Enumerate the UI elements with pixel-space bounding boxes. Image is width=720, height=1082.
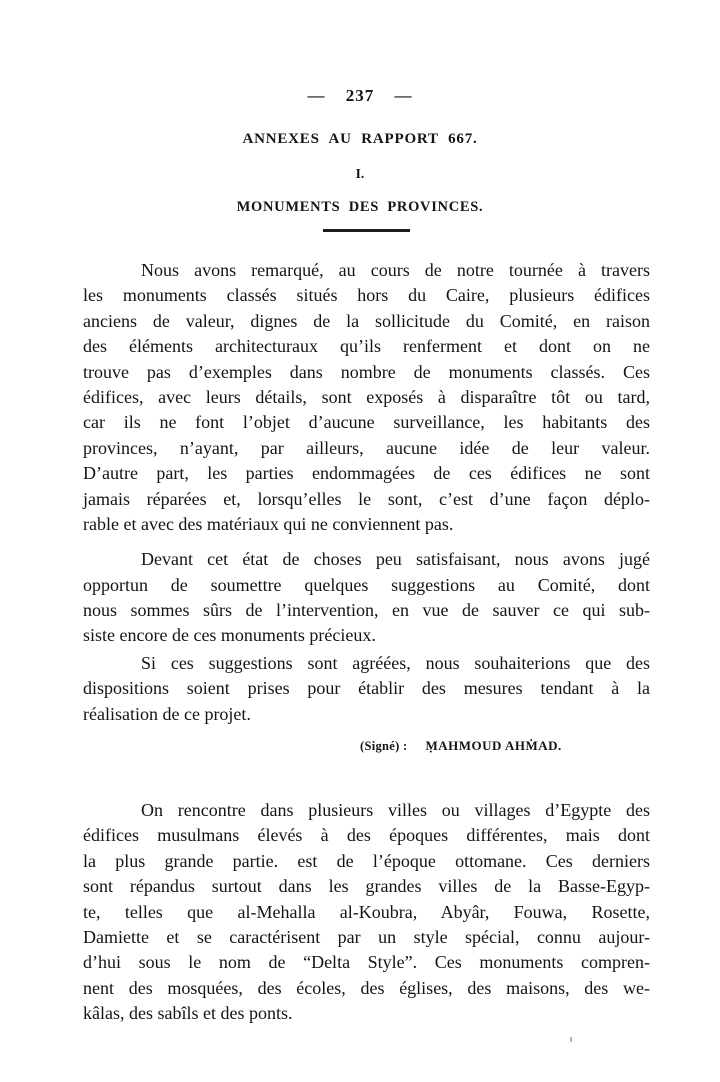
text-line: kâlas, des sabîls et des ponts. bbox=[83, 1003, 293, 1024]
text-line: édifices musulmans élevés à des époques différentes, mais dont bbox=[83, 825, 650, 846]
paragraph-3 bbox=[83, 651, 650, 727]
text-line: nous sommes sûrs de l’intervention, en vue de sauver ce qui sub- bbox=[83, 600, 650, 621]
paragraph-1 bbox=[83, 258, 650, 537]
signature-name: ṂAHMOUD AHṀAD. bbox=[425, 738, 562, 754]
text-line: les monuments classés situés hors du Caire, plusieurs édifices bbox=[83, 285, 650, 306]
text-line: opportun de soumettre quelques suggestions au Comité, dont bbox=[83, 574, 650, 595]
text-line: Devant cet état de choses peu satisfaisant, nous avons jugé bbox=[141, 549, 650, 570]
heading-annexes: ANNEXES AU RAPPORT 667. bbox=[242, 131, 478, 147]
text-line: siste encore de ces monuments précieux. bbox=[83, 625, 376, 646]
paragraph-2 bbox=[83, 547, 650, 649]
signature-line bbox=[83, 736, 650, 752]
text-line: te, telles que al-Mehalla al-Koubra, Abyâr, Fouwa, Rosette, bbox=[83, 901, 650, 922]
section-divider-rule bbox=[323, 229, 410, 232]
text-line: D’autre part, les parties endommagées de ces édifices ne sont bbox=[83, 463, 650, 484]
text-column bbox=[83, 258, 650, 1027]
text-line: dispositions soient prises pour établir des mesures tendant à la bbox=[83, 678, 650, 699]
text-line: rable et avec des matériaux qui ne conviennent pas. bbox=[83, 513, 454, 534]
text-line: sont répandus surtout dans les grandes villes de la Basse-Egyp- bbox=[83, 876, 650, 897]
text-line: trouve pas d’exemples dans nombre de monuments classés. Ces bbox=[83, 361, 650, 382]
text-line: des éléments architecturaux qu’ils renferment et dont on ne bbox=[83, 336, 650, 357]
text-line: jamais réparées et, lorsqu’elles le sont, c’est d’une façon déplo- bbox=[83, 488, 650, 509]
text-line: anciens de valeur, dignes de la sollicitude du Comité, en raison bbox=[83, 310, 650, 331]
signature-label: (Signé) : bbox=[360, 739, 408, 754]
text-line: la plus grande partie. est de l’époque ottomane. Ces derniers bbox=[83, 850, 650, 871]
text-line: provinces, n’ayant, par ailleurs, aucune idée de leur valeur. bbox=[83, 437, 650, 458]
text-line: réalisation de ce projet. bbox=[83, 703, 251, 724]
text-line: car ils ne font l’objet d’aucune surveillance, les habitants des bbox=[83, 412, 650, 433]
scan-speck bbox=[570, 1037, 572, 1042]
text-line: d’hui sous le nom de “Delta Style”. Ces monuments compren- bbox=[83, 952, 650, 973]
text-line: édifices, avec leurs détails, sont exposés à disparaître tôt ou tard, bbox=[83, 386, 650, 407]
paragraph-4 bbox=[83, 798, 650, 1027]
text-line: On rencontre dans plusieurs villes ou villages d’Egypte des bbox=[141, 800, 650, 821]
section-numeral: I. bbox=[355, 166, 365, 181]
text-line: Damiette et se caractérisent par un style spécial, connu aujour- bbox=[83, 926, 650, 947]
text-line: nent des mosquées, des écoles, des églises, des maisons, des we- bbox=[83, 977, 650, 998]
text-line: Si ces suggestions sont agréées, nous souhaiterions que des bbox=[141, 652, 650, 673]
page-number: — 237 — bbox=[307, 86, 413, 105]
heading-title: MONUMENTS DES PROVINCES. bbox=[236, 199, 484, 215]
text-line: Nous avons remarqué, au cours de notre tournée à travers bbox=[141, 260, 650, 280]
